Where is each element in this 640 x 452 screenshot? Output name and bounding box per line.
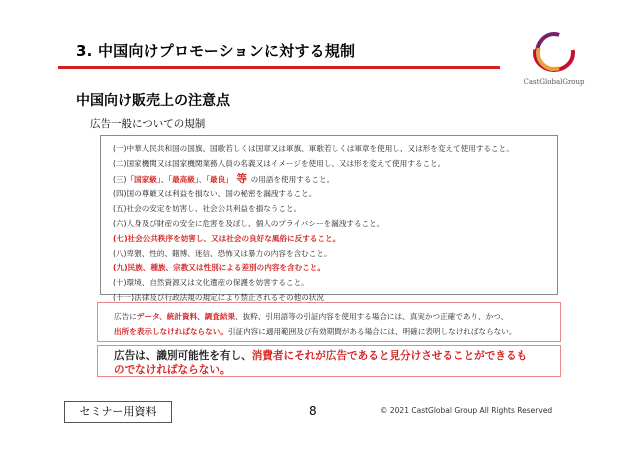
rule-item xyxy=(113,217,557,232)
summary-callout xyxy=(97,345,561,377)
rule-text: 「最高級」 xyxy=(168,174,199,184)
note-line-2 xyxy=(114,324,552,339)
rule-text: (六)人身及び財産の安全に危害を及ぼし、個人のプライバシーを漏洩すること。 xyxy=(113,218,385,228)
rule-text: (八)卑猥、性的、賭博、迷信、恐怖又は暴力の内容を含むこと。 xyxy=(113,248,332,258)
rule-text: 等 xyxy=(232,172,251,185)
rule-text: (四)国の尊厳又は利益を損ない、国の秘密を漏洩すること。 xyxy=(113,189,317,199)
company-logo xyxy=(512,30,596,90)
copyright-text: © 2021 CastGlobal Group All Rights Reserved xyxy=(380,406,553,415)
summary-line-1 xyxy=(114,349,554,363)
rule-text: (一)中華人民共和国の国旗、国歌若しくは国章又は軍旗、軍歌若しくは軍章を使用し、又は形を変えて使用すること。 xyxy=(113,144,514,153)
rule-text: 「国家級」 xyxy=(126,174,161,184)
rule-text: 、 xyxy=(160,174,169,184)
note-text: 広告に xyxy=(114,312,137,321)
rule-text: (十一)法律及び行政法規の規定により禁止されるその他の状況 xyxy=(113,292,324,302)
note-highlight: データ、統計資料、調査結果 xyxy=(136,312,236,321)
summary-line-2 xyxy=(114,363,554,377)
rule-item xyxy=(113,187,557,202)
rule-item xyxy=(113,276,557,291)
title-underline xyxy=(58,66,500,69)
section-subtitle: 中国向け販売上の注意点 xyxy=(76,93,230,109)
seminar-label: セミナー用資料 xyxy=(64,401,172,423)
rule-text: (十)環境、自然資源又は文化遺産の保護を妨害すること。 xyxy=(113,278,309,288)
slide-title: 3. 中国向けプロモーションに対する規制 xyxy=(76,42,356,60)
rule-item xyxy=(113,172,557,188)
rule-item xyxy=(113,157,557,172)
rule-text: (三) xyxy=(113,174,127,184)
page-number: 8 xyxy=(309,404,317,418)
rule-text: (七)社会公共秩序を妨害し、又は社会の良好な風俗に反すること。 xyxy=(113,233,341,243)
rule-text: (九)民族、種族、宗教又は性別による差別の内容を含むこと。 xyxy=(113,263,325,273)
note-text: 、抜粋、引用語等の引証内容を使用する場合には、真実かつ正確であり、かつ、 xyxy=(235,312,509,321)
note-text: 引証内容に適用範囲及び有効期間がある場合には、明確に表明しなければならない。 xyxy=(227,327,517,336)
rule-text: の用語を使用すること。 xyxy=(250,174,335,184)
summary-highlight: のでなければならない。 xyxy=(114,364,231,376)
rule-item xyxy=(113,202,557,217)
rule-text: (五)社会の安定を妨害し、社会公共利益を損なうこと。 xyxy=(113,204,302,214)
summary-text: 広告は、識別可能性を有し、 xyxy=(114,350,252,362)
rule-item xyxy=(113,232,557,247)
rules-list xyxy=(100,135,558,302)
note-line-1 xyxy=(114,309,552,324)
rule-item xyxy=(113,142,557,157)
logo-text: CastGlobalGroup xyxy=(523,78,585,86)
summary-highlight: 消費者にそれが広告であると見分けさせることができるも xyxy=(251,350,528,362)
rule-text: 「最良」 xyxy=(206,174,233,184)
rule-text: (二)国家機関又は国家機関業務人員の名義又はイメージを使用し、又は形を変えて使用すること。 xyxy=(113,158,446,168)
logo-rings-icon xyxy=(526,30,582,76)
note-highlight: 出所を表示しなければならない。 xyxy=(114,327,228,336)
rule-item xyxy=(113,261,557,276)
section-heading: 広告一般についての規制 xyxy=(90,118,206,130)
citation-note xyxy=(97,302,561,342)
rule-item xyxy=(113,247,557,262)
rule-text: 、 xyxy=(198,174,207,184)
